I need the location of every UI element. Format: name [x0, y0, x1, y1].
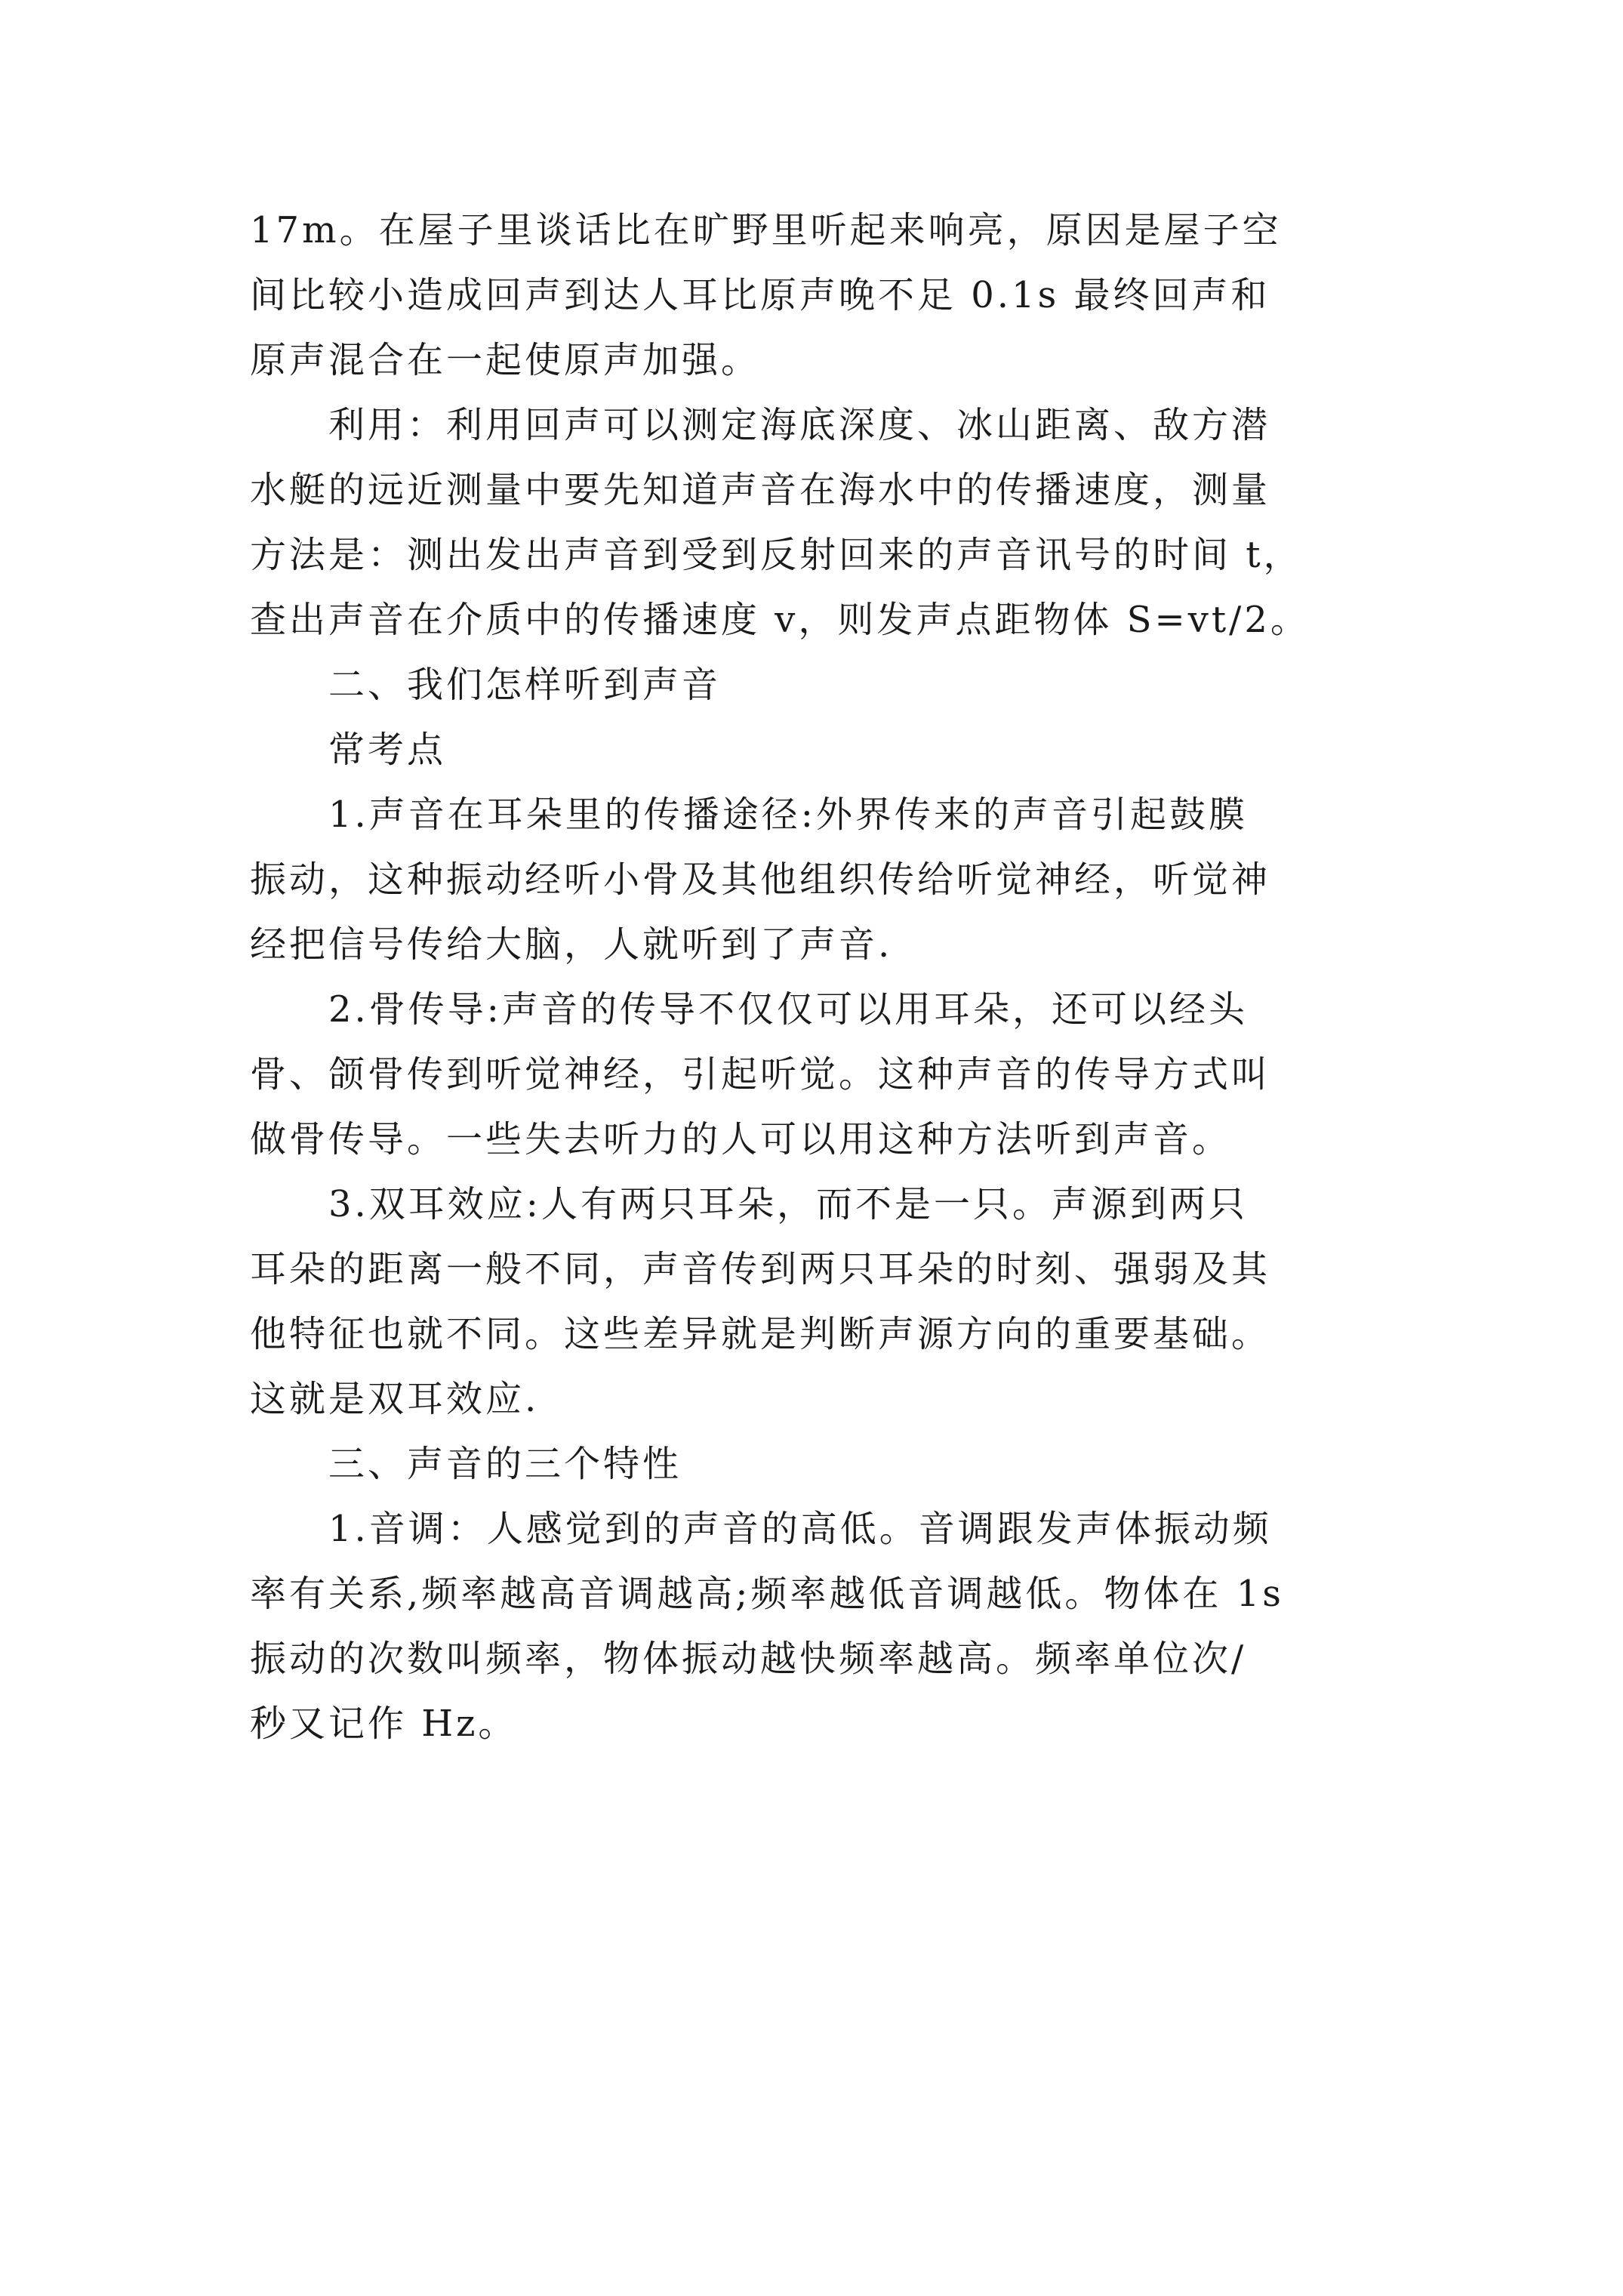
text-line: 1.音调：人感觉到的声音的高低。音调跟发声体振动频 — [328, 1508, 1272, 1550]
text-line: 17m。在屋子里谈话比在旷野里听起来响亮，原因是屋子空 — [250, 209, 1282, 251]
text-line: 3.双耳效应:人有两只耳朵，而不是一只。声源到两只 — [328, 1183, 1248, 1225]
text-line: 利用：利用回声可以测定海底深度、冰山距离、敌方潜 — [328, 404, 1271, 446]
text-line: 原声混合在一起使原声加强。 — [250, 339, 761, 381]
text-line: 这就是双耳效应. — [250, 1378, 540, 1420]
document-body — [250, 198, 1382, 1756]
text-line: 他特征也就不同。这些差异就是判断声源方向的重要基础。 — [250, 1313, 1271, 1355]
text-line: 查出声音在介质中的传播速度 v，则发声点距物体 S=vt/2。 — [250, 599, 1310, 641]
text-line: 秒又记作 Hz。 — [250, 1703, 518, 1745]
text-line: 经把信号传给大脑，人就听到了声音. — [250, 923, 893, 966]
text-line: 振动，这种振动经听小骨及其他组织传给听觉神经，听觉神 — [250, 858, 1271, 901]
text-line: 做骨传导。一些失去听力的人可以用这种方法听到声音。 — [250, 1118, 1232, 1160]
subheading: 常考点 — [328, 729, 447, 771]
text-line: 2.骨传导:声音的传导不仅仅可以用耳朵，还可以经头 — [328, 988, 1248, 1031]
text-line: 1.声音在耳朵里的传播途径:外界传来的声音引起鼓膜 — [328, 794, 1248, 836]
section-heading: 二、我们怎样听到声音 — [328, 664, 722, 706]
text-line: 骨、颌骨传到听觉神经，引起听觉。这种声音的传导方式叫 — [250, 1053, 1271, 1096]
text-line: 水艇的远近测量中要先知道声音在海水中的传播速度，测量 — [250, 469, 1271, 511]
text-line: 振动的次数叫频率，物体振动越快频率越高。频率单位次/ — [250, 1638, 1247, 1680]
text-line: 率有关系,频率越高音调越高;频率越低音调越低。物体在 1s — [250, 1573, 1284, 1615]
text-line: 耳朵的距离一般不同，声音传到两只耳朵的时刻、强弱及其 — [250, 1248, 1271, 1290]
section-heading: 三、声音的三个特性 — [328, 1443, 682, 1485]
text-line: 间比较小造成回声到达人耳比原声晚不足 0.1s 最终回声和 — [250, 274, 1270, 316]
text-line: 方法是：测出发出声音到受到反射回来的声音讯号的时间 t， — [250, 534, 1303, 576]
